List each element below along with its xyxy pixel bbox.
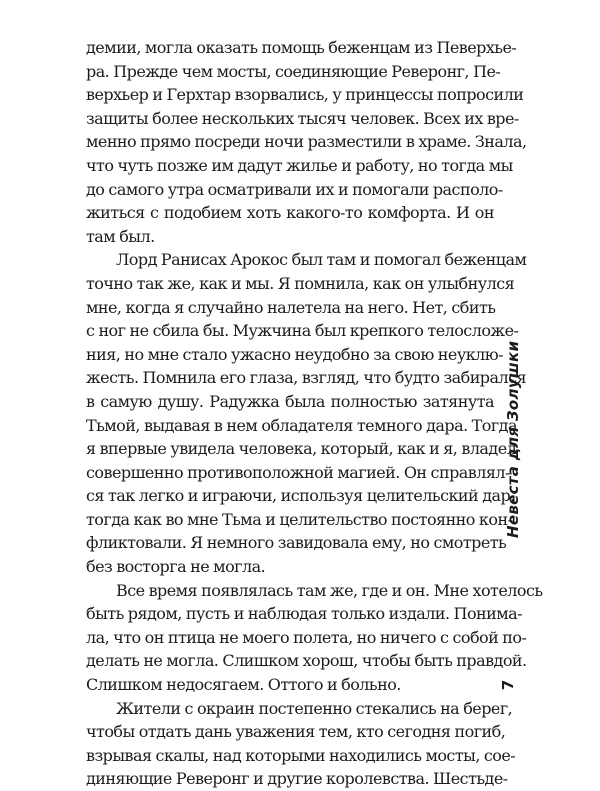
text-line: ния, но мне стало ужасно неудобно за свою неуклю- <box>86 344 504 364</box>
text-line: Слишком недосягаем. Оттого и больно. <box>86 675 401 695</box>
text-line: демии, могла оказать помощь беженцам из Певерхье- <box>86 38 517 57</box>
paragraph-start-line: Все время появлялась там же, где и он. Мне хотелось <box>116 580 543 600</box>
text-line: житься с подобием хоть какого-то комфорта. И он <box>86 203 494 223</box>
text-line: чтобы отдать дань уважения тем, кто сегодня погиб, <box>86 722 506 742</box>
text-line: с ног не сбила бы. Мужчина был крепкого телосложе- <box>86 321 519 341</box>
text-line: диняющие Реверонг и другие королевства. Шестьде- <box>86 769 508 789</box>
text-line: что чуть позже им дадут жилье и работу, но тогда мы <box>86 155 513 175</box>
text-line: мне, когда я случайно налетела на него. Нет, сбить <box>86 297 496 317</box>
page-number: 7 <box>499 679 517 691</box>
text-line: до самого утра осматривали их и помогали располо- <box>86 179 503 199</box>
text-line: менно прямо посреди ночи разместили в храме. Знала, <box>86 132 527 152</box>
text-line: делать не могла. Слишком хорош, чтобы быть правдой. <box>86 651 527 671</box>
text-line: совершенно противоположной магией. Он справлял- <box>86 462 510 482</box>
text-line: верхьер и Герхтар взорвались, у принцессы попросили <box>86 85 524 105</box>
text-line: быть рядом, пусть и наблюдая только издали. Понима- <box>86 604 523 624</box>
text-line: я впервые увидела человека, который, как и я, владел <box>86 439 517 459</box>
text-line: без восторга не могла. <box>86 557 266 577</box>
text-line: взрывая скалы, над которыми находились мосты, сое- <box>86 745 516 765</box>
paragraph-start-line: Жители с окраин постепенно стекались на берег, <box>116 698 513 718</box>
text-line: защиты более нескольких тысяч человек. Всех их вре- <box>86 108 519 128</box>
paragraph-start-line: Лорд Ранисах Арокос был там и помогал беженцам <box>116 250 527 270</box>
text-line: ла, что он птица не моего полета, но ничего с собой по- <box>86 627 527 647</box>
text-line: фликтовали. Я немного завидовала ему, но смотреть <box>86 533 507 553</box>
text-line: там был. <box>86 226 155 246</box>
text-line: жесть. Помнила его глаза, взгляд, что будто забирался <box>86 368 527 388</box>
text-line: ра. Прежде чем мосты, соединяющие Реверонг, Пе- <box>86 61 501 81</box>
text-line: точно так же, как и мы. Я помнила, как он улыбнулся <box>86 273 515 293</box>
text-line: в самую душу. Радужка была полностью затянута <box>86 391 494 411</box>
text-line: тогда как во мне Тьма и целительство постоянно кон- <box>86 509 513 529</box>
text-line: Тьмой, выдавая в нем обладателя темного дара. Тогда <box>86 415 517 435</box>
text-line: ся так легко и играючи, используя целительский дар, <box>86 486 515 506</box>
running-title: Невеста для Золушки <box>504 340 522 538</box>
